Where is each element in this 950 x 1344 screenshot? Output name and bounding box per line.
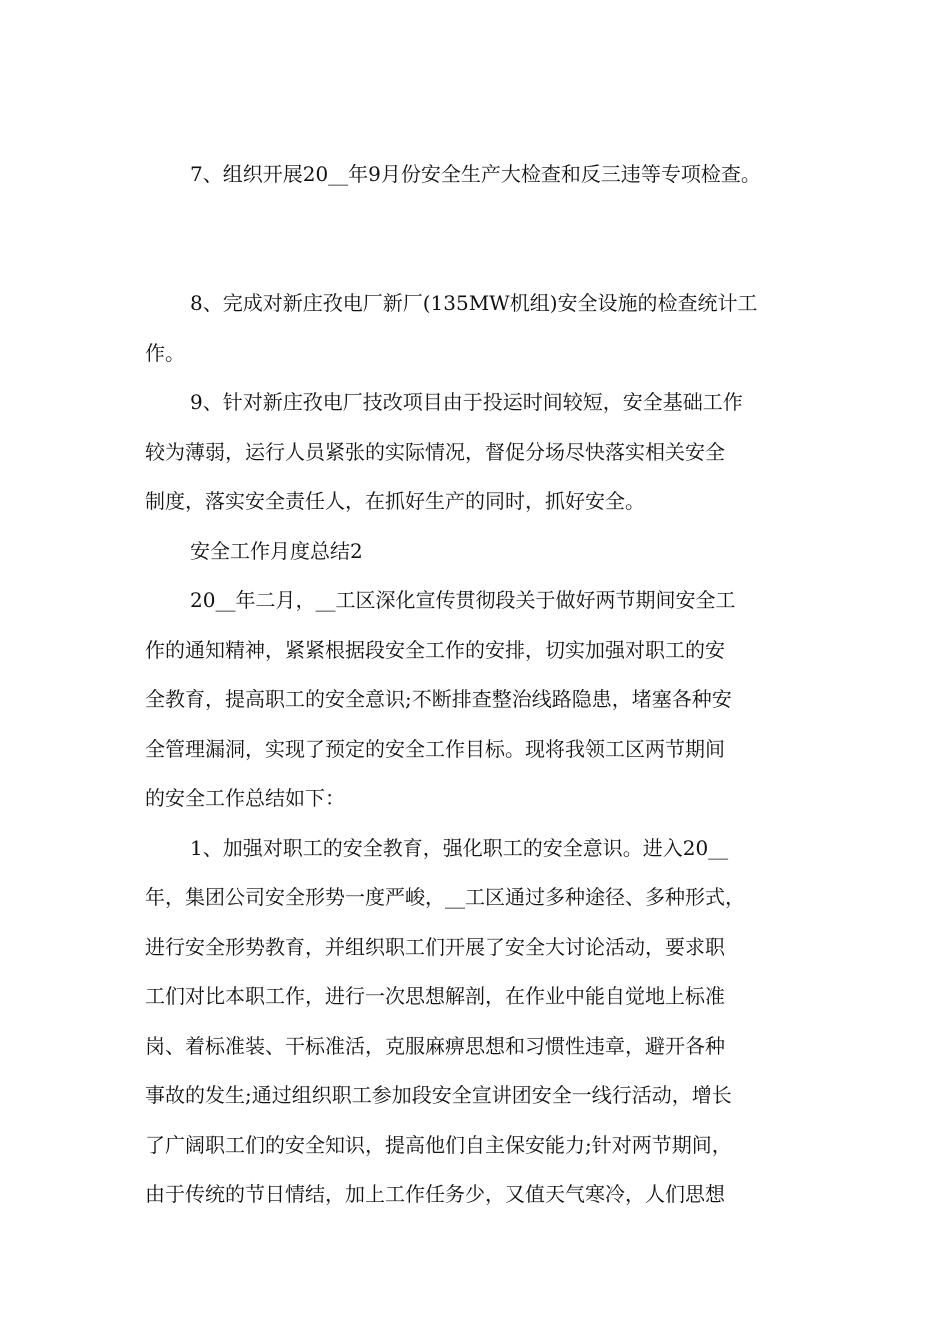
intro-line-1: 20__年二月，__工区深化宣传贯彻段关于做好两节期间安全工 (190, 588, 736, 612)
item-9-line-3: 制度，落实安全责任人，在抓好生产的同时，抓好安全。 (145, 489, 645, 513)
intro-line-5: 的安全工作总结如下： (145, 786, 345, 810)
point-1-line-3: 进行安全形势教育，并组织职工们开展了安全大讨论活动，要求职 (145, 935, 725, 959)
intro-line-3: 全教育，提高职工的安全意识;不断排查整治线路隐患，堵塞各种安 (145, 687, 732, 711)
point-1-line-8: 由于传统的节日情结，加上工作任务少，又值天气寒冷，人们思想 (145, 1182, 725, 1206)
item-8-line-1: 8、完成对新庄孜电厂新厂(135MW机组)安全设施的检查统计工 (190, 291, 758, 315)
point-1-line-5: 岗、着标准装、干标准活，克服麻痹思想和习惯性违章，避开各种 (145, 1034, 725, 1058)
item-9-line-1: 9、针对新庄孜电厂技改项目由于投运时间较短，安全基础工作 (190, 390, 743, 414)
point-1-line-7: 了广阔职工们的安全知识，提高他们自主保安能力;针对两节期间， (145, 1133, 732, 1157)
section-title: 安全工作月度总结2 (190, 539, 363, 563)
item-9-line-2: 较为薄弱，运行人员紧张的实际情况，督促分场尽快落实相关安全 (145, 440, 725, 464)
point-1-line-6: 事故的发生;通过组织职工参加段安全宣讲团安全一线行活动，增长 (145, 1083, 732, 1107)
point-1-line-2: 年，集团公司安全形势一度严峻，__工区通过多种途径、多种形式， (145, 885, 745, 909)
point-1-line-4: 工们对比本职工作，进行一次思想解剖，在作业中能自觉地上标准 (145, 984, 725, 1008)
item-7-line-1: 7、组织开展20__年9月份安全生产大检查和反三违等专项检查。 (190, 162, 761, 186)
intro-line-4: 全管理漏洞，实现了预定的安全工作目标。现将我领工区两节期间 (145, 737, 725, 761)
point-1-line-1: 1、加强对职工的安全教育，强化职工的安全意识。进入20__ (190, 836, 729, 860)
item-8-line-2: 作。 (145, 341, 185, 365)
intro-line-2: 作的通知精神，紧紧根据段安全工作的安排，切实加强对职工的安 (145, 638, 725, 662)
